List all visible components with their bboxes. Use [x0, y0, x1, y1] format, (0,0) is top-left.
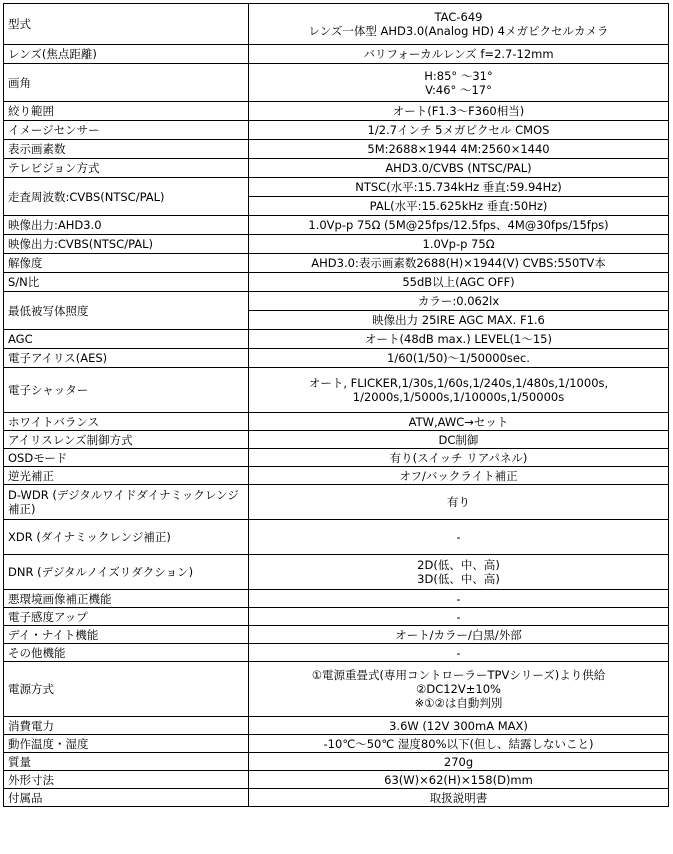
- row-value: 映像出力 25IRE AGC MAX. F1.6: [249, 311, 669, 330]
- row-label: 解像度: [4, 254, 249, 273]
- spec-row-agc: [4, 330, 669, 349]
- row-value: 1.0Vp-p 75Ω (5M@25fps/12.5fps、4M@30fps/15fps): [249, 216, 669, 235]
- row-value: PAL(水平:15.625kHz 垂直:50Hz): [249, 197, 669, 216]
- spec-row-model: [4, 4, 669, 45]
- spec-row-tv-system: [4, 159, 669, 178]
- row-label: レンズ(焦点距離): [4, 45, 249, 64]
- spec-row-sens-up: [4, 608, 669, 626]
- spec-row-dwdr: [4, 485, 669, 520]
- row-value: -10℃～50℃ 湿度80%以下(但し、結露しないこと): [249, 735, 669, 753]
- spec-row-temp: [4, 735, 669, 753]
- row-value: 取扱説明書: [249, 789, 669, 807]
- row-label: OSDモード: [4, 449, 249, 467]
- row-value: AHD3.0/CVBS (NTSC/PAL): [249, 159, 669, 178]
- row-value: 63(W)×62(H)×158(D)mm: [249, 771, 669, 789]
- spec-row-osd: [4, 449, 669, 467]
- row-label: 消費電力: [4, 717, 249, 735]
- label-line: (デジタルワイドダイナミックレンジ補正): [8, 488, 239, 516]
- row-label: ホワイトバランス: [4, 413, 249, 431]
- label-line: DNR: [8, 565, 34, 579]
- row-value: [249, 368, 669, 413]
- spec-row-accessories: [4, 789, 669, 807]
- row-value: バリフォーカルレンズ f=2.7-12mm: [249, 45, 669, 64]
- row-label: イメージセンサー: [4, 121, 249, 140]
- row-label: 型式: [4, 4, 249, 45]
- row-value: DC制御: [249, 431, 669, 449]
- value-line: 1/2000s,1/5000s,1/10000s,1/50000s: [352, 390, 565, 404]
- row-label: 外形寸法: [4, 771, 249, 789]
- row-value: 1.0Vp-p 75Ω: [249, 235, 669, 254]
- value-line: ①電源重畳式(専用コントローラーTPVシリーズ)より供給: [311, 668, 606, 682]
- spec-row-out-cvbs: [4, 235, 669, 254]
- spec-row-aes: [4, 349, 669, 368]
- row-value: [249, 555, 669, 590]
- label-line: (デジタルノイズリダクション): [37, 565, 194, 579]
- row-value: 55dB以上(AGC OFF): [249, 273, 669, 292]
- spec-row-consumption: [4, 717, 669, 735]
- spec-row-sensor: [4, 121, 669, 140]
- spec-row-scan-ntsc: [4, 178, 669, 197]
- spec-row-min-illum-color: [4, 292, 669, 311]
- row-label: 表示画素数: [4, 140, 249, 159]
- row-value: ATW,AWC→セット: [249, 413, 669, 431]
- row-label: 走査周波数:CVBS(NTSC/PAL): [4, 178, 249, 216]
- row-label: デイ・ナイト機能: [4, 626, 249, 644]
- row-label: [4, 485, 249, 520]
- value-line: レンズ一体型 AHD3.0(Analog HD) 4メガピクセルカメラ: [308, 24, 609, 38]
- value-line: ※①②は自動判別: [414, 696, 503, 710]
- row-label: 付属品: [4, 789, 249, 807]
- spec-row-bad-env: [4, 590, 669, 608]
- spec-table: [3, 3, 669, 807]
- row-label: 電子アイリス(AES): [4, 349, 249, 368]
- row-label: S/N比: [4, 273, 249, 292]
- row-value: オート(48dB max.) LEVEL(1～15): [249, 330, 669, 349]
- row-label: 電子シャッター: [4, 368, 249, 413]
- spec-row-out-ahd: [4, 216, 669, 235]
- spec-row-iris-control: [4, 431, 669, 449]
- row-value: NTSC(水平:15.734kHz 垂直:59.94Hz): [249, 178, 669, 197]
- row-value: -: [249, 608, 669, 626]
- row-value: 有り(スイッチ リアパネル): [249, 449, 669, 467]
- row-label: 電源方式: [4, 662, 249, 717]
- row-value: -: [249, 644, 669, 662]
- label-line: D-WDR: [8, 488, 49, 502]
- row-label: 電子感度アップ: [4, 608, 249, 626]
- value-line: 3D(低、中、高): [417, 572, 500, 586]
- row-value: 1/2.7インチ 5メガピクセル CMOS: [249, 121, 669, 140]
- spec-row-blc: [4, 467, 669, 485]
- row-label: 画角: [4, 64, 249, 102]
- row-label: その他機能: [4, 644, 249, 662]
- row-value: カラー:0.062lx: [249, 292, 669, 311]
- row-value: [249, 4, 669, 45]
- row-value: 5M:2688×1944 4M:2560×1440: [249, 140, 669, 159]
- spec-row-resolution: [4, 254, 669, 273]
- row-value: 有り: [249, 485, 669, 520]
- row-label: 動作温度・湿度: [4, 735, 249, 753]
- row-value: 3.6W (12V 300mA MAX): [249, 717, 669, 735]
- spec-row-lens: [4, 45, 669, 64]
- row-label: 最低被写体照度: [4, 292, 249, 330]
- row-label: 絞り範囲: [4, 102, 249, 121]
- row-value: -: [249, 520, 669, 555]
- spec-row-dnr: [4, 555, 669, 590]
- row-value: オフ/バックライト補正: [249, 467, 669, 485]
- row-label: テレビジョン方式: [4, 159, 249, 178]
- value-line: ②DC12V±10%: [416, 682, 501, 696]
- label-line: (ダイナミックレンジ補正): [36, 530, 171, 544]
- value-line: 2D(低、中、高): [417, 558, 500, 572]
- spec-row-iris-range: [4, 102, 669, 121]
- spec-row-weight: [4, 753, 669, 771]
- row-label: 映像出力:AHD3.0: [4, 216, 249, 235]
- row-value: オート/カラー/白黒/外部: [249, 626, 669, 644]
- row-label: 悪環境画像補正機能: [4, 590, 249, 608]
- spec-row-power-method: [4, 662, 669, 717]
- row-label: 逆光補正: [4, 467, 249, 485]
- spec-row-day-night: [4, 626, 669, 644]
- row-value: -: [249, 590, 669, 608]
- row-value: オート(F1.3～F360相当): [249, 102, 669, 121]
- value-line: オート, FLICKER,1/30s,1/60s,1/240s,1/480s,1/1000s,: [308, 376, 609, 390]
- row-label: AGC: [4, 330, 249, 349]
- row-label: アイリスレンズ制御方式: [4, 431, 249, 449]
- row-label: [4, 520, 249, 555]
- value-line: TAC-649: [434, 10, 483, 24]
- row-value: AHD3.0:表示画素数2688(H)×1944(V) CVBS:550TV本: [249, 254, 669, 273]
- row-value: [249, 64, 669, 102]
- spec-row-other: [4, 644, 669, 662]
- spec-row-dimensions: [4, 771, 669, 789]
- spec-row-angle: [4, 64, 669, 102]
- spec-row-wb: [4, 413, 669, 431]
- spec-row-pixels: [4, 140, 669, 159]
- spec-row-xdr: [4, 520, 669, 555]
- row-value: 1/60(1/50)～1/50000sec.: [249, 349, 669, 368]
- value-line: H:85° ～31°: [424, 68, 493, 83]
- label-line: XDR: [8, 530, 33, 544]
- row-label: 映像出力:CVBS(NTSC/PAL): [4, 235, 249, 254]
- row-value: [249, 662, 669, 717]
- spec-row-shutter: [4, 368, 669, 413]
- row-label: [4, 555, 249, 590]
- row-label: 質量: [4, 753, 249, 771]
- spec-row-sn: [4, 273, 669, 292]
- value-line: V:46° ～17°: [425, 82, 492, 97]
- row-value: 270g: [249, 753, 669, 771]
